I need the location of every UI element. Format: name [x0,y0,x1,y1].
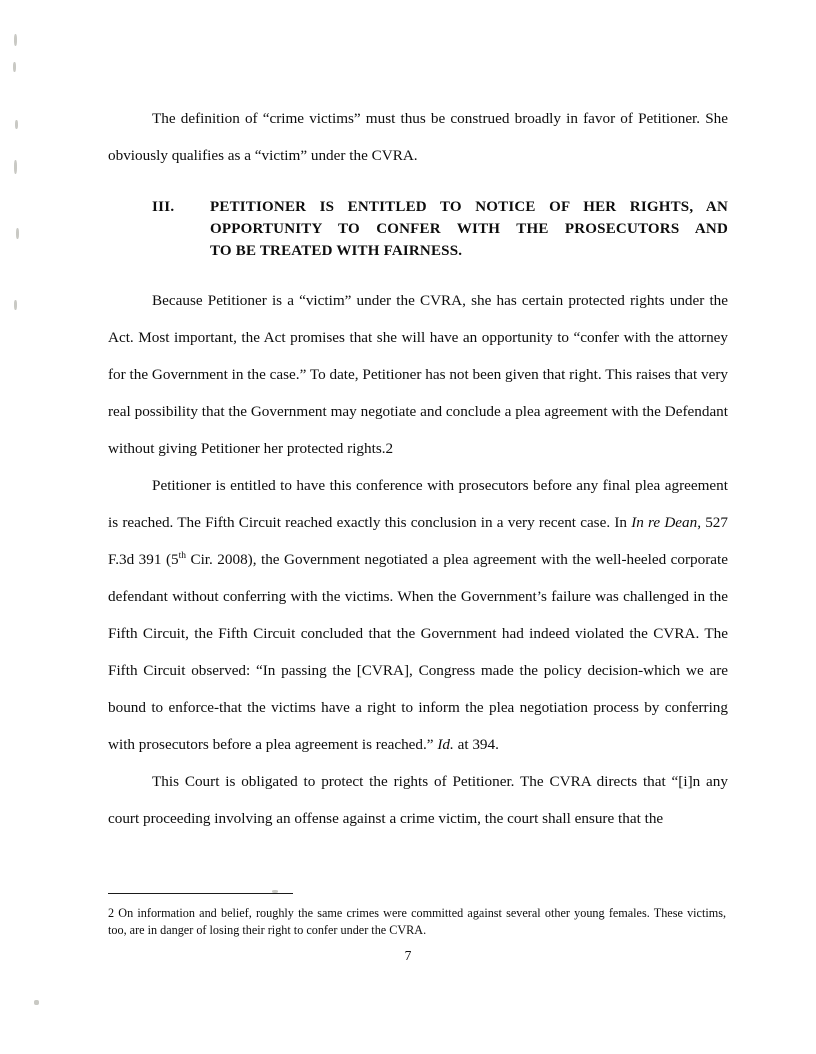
paragraph-3-segment-4: at 394. [453,736,499,753]
paragraph-3-segment-2: , 527 F.3d 391 (5 [108,514,728,568]
id-citation: Id. [437,736,454,753]
ordinal-suffix: th [178,550,186,561]
section-heading [152,196,728,262]
scan-artifact [14,160,17,174]
paragraph-3-segment-3: Cir. 2008), the Government negotiated a plea agreement with the well-heeled corporate defendant without conferring with the victims. When the Government’s failure was challenged in the Fifth Circuit, the Fifth Circuit concluded that the Government had indeed violated the CVRA. The Fifth Circuit observed: “In passing the [CVRA], Congress made the policy decision-which we are bound to enforce-that the victims have a right to inform the plea negotiation process by conferring with prosecutors before a plea agreement is reached.” [108,551,728,753]
scan-artifact [14,300,17,310]
section-heading-number: III. [152,199,175,215]
case-citation-name: In re Dean [631,514,698,531]
scan-artifact [16,228,19,239]
paragraph-3 [108,467,728,763]
paragraph-2: Because Petitioner is a “victim” under the CVRA, she has certain protected rights under the Act. Most important, the Act promises that she will have an opportunity to “confer with the attorney for the Government in the case.” To date, Petitioner has not been given that right. This raises that very real possibility that the Government may negotiate and conclude a plea agreement with the Defendant without giving Petitioner her protected rights.2 [108,292,728,457]
document-body [108,100,728,837]
scan-artifact [14,34,17,46]
section-heading-line-1: PETITIONER IS ENTITLED TO NOTICE OF HER RIGHTS, AN [210,199,728,215]
footnote-marker: 2 [108,906,115,920]
section-heading-line-2: OPPORTUNITY TO CONFER WITH THE PROSECUTORS AND [210,221,728,237]
scan-artifact [13,62,16,72]
footnote-2 [108,905,726,939]
paragraph-4: This Court is obligated to protect the rights of Petitioner. The CVRA directs that “[i]n any court proceeding involving an offense against a crime victim, the court shall ensure that the [108,773,728,827]
page-number: 7 [404,948,412,963]
section-heading-text [210,196,728,262]
scan-artifact [34,1000,39,1005]
footnote-text: On information and belief, roughly the same crimes were committed against several other young females. These victims, too, are in danger of losing their right to confer under the CVRA. [108,906,726,937]
paragraph-3-segment-1: Petitioner is entitled to have this conference with prosecutors before any final plea agreement is reached. The Fifth Circuit reached exactly this conclusion in a very recent case. In [108,477,728,531]
scan-artifact [15,120,18,129]
footnote-separator [108,893,293,894]
paragraph-1: The definition of “crime victims” must thus be construed broadly in favor of Petitioner. She obviously qualifies as a “victim” under the CVRA. [108,110,728,164]
section-heading-line-3: TO BE TREATED WITH FAIRNESS. [210,243,463,259]
